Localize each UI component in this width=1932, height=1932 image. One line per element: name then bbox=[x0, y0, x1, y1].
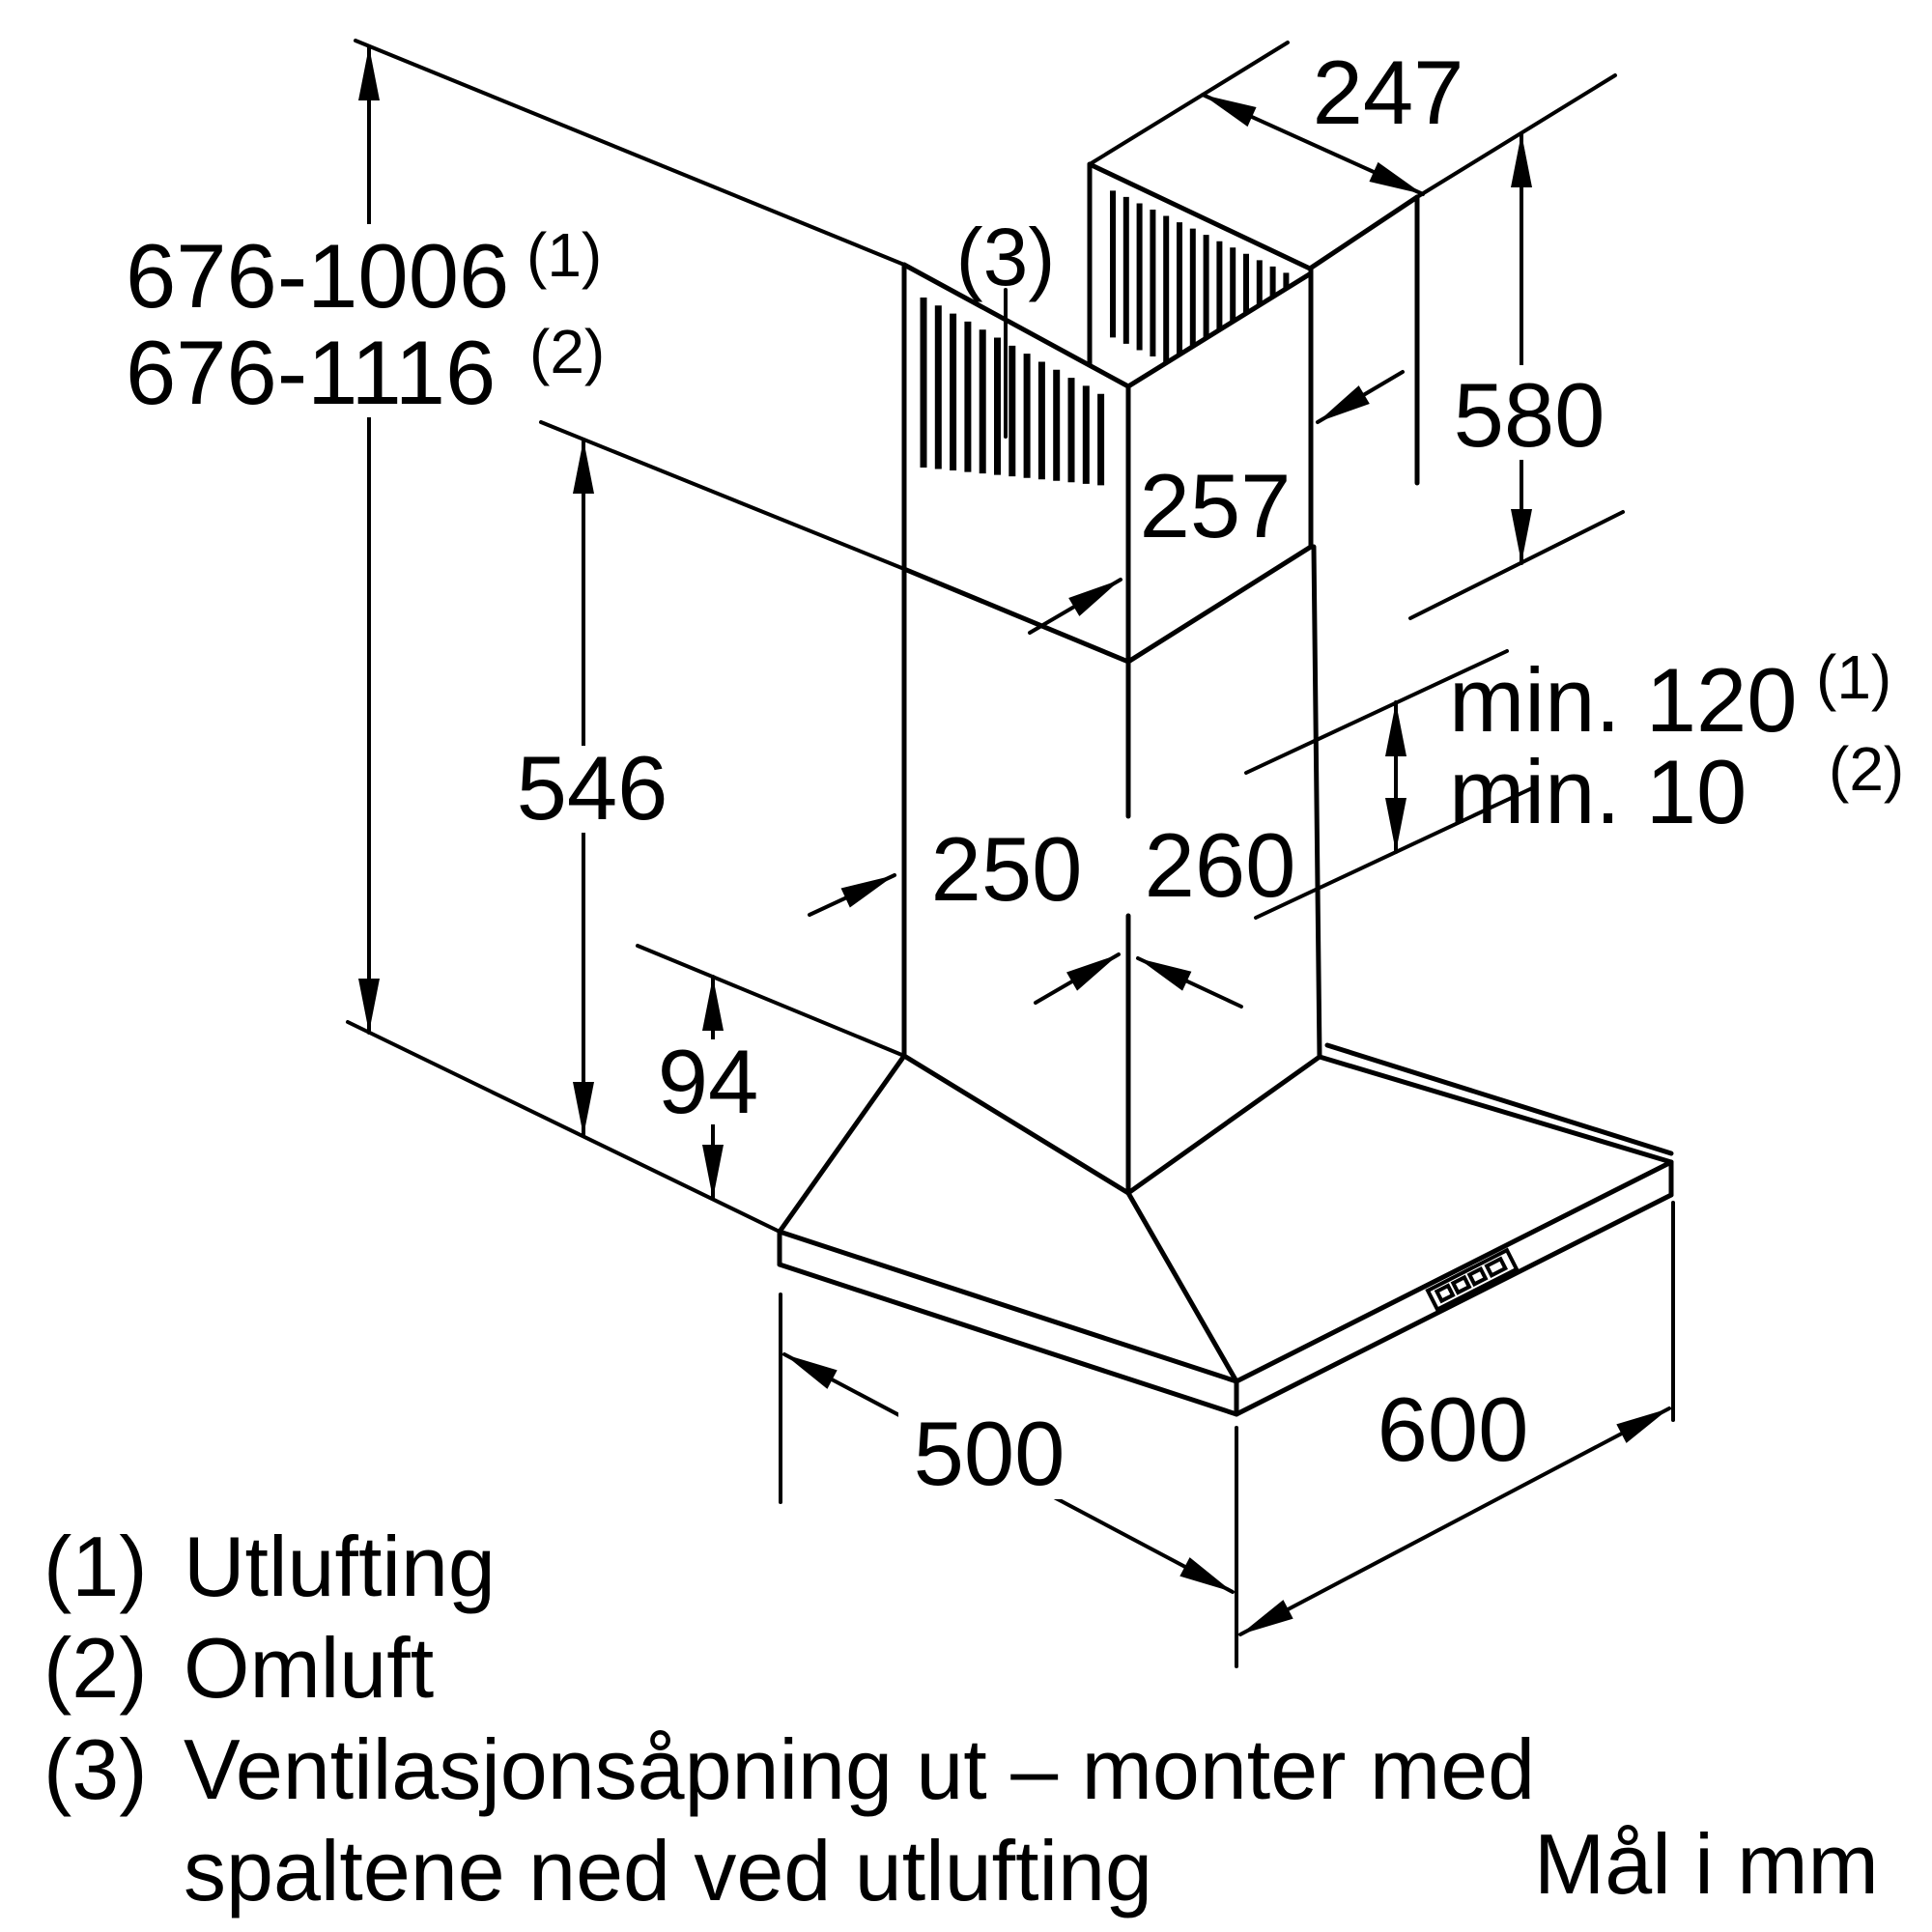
legend-item3-text-line2: spaltene ned ved utlufting bbox=[184, 1823, 1152, 1918]
legend bbox=[43, 1519, 1535, 1918]
flue-outline bbox=[904, 164, 1417, 1193]
legend-item3-text: Ventilasjonsåpning ut – monter med bbox=[184, 1721, 1536, 1817]
dim-clearance-outlet: min. 120 bbox=[1449, 649, 1798, 751]
vent-opening-ref-label: (3) bbox=[955, 212, 1056, 302]
legend-item3-ref: (3) bbox=[43, 1721, 148, 1817]
dim-hood-width: 500 bbox=[913, 1403, 1065, 1504]
legend-item1-ref: (1) bbox=[43, 1519, 148, 1614]
units-note: Mål i mm bbox=[1534, 1816, 1879, 1912]
legend-item2-ref: (2) bbox=[43, 1620, 148, 1716]
dim-clearance-outlet-ref: (1) bbox=[1816, 642, 1892, 712]
dim-clearance-recirc-ref: (2) bbox=[1829, 734, 1905, 804]
canopy-outline bbox=[780, 1045, 1671, 1414]
legend-item2-text: Omluft bbox=[184, 1620, 435, 1716]
dim-overall-height-outlet-ref: (1) bbox=[526, 220, 603, 290]
legend-item1-text: Utlufting bbox=[184, 1519, 496, 1614]
dim-top-flue-depth: 247 bbox=[1312, 42, 1464, 143]
dim-clearance-recirc: min. 10 bbox=[1449, 741, 1747, 842]
dim-lower-flue-height: 546 bbox=[516, 737, 668, 838]
dim-hood-depth: 600 bbox=[1377, 1378, 1529, 1480]
dim-overall-height-recirc-ref: (2) bbox=[529, 317, 606, 386]
dim-upper-flue-section: 257 bbox=[1139, 455, 1292, 556]
dim-flue-total-height: 580 bbox=[1453, 364, 1605, 466]
dim-overall-height-recirc: 676-1116 bbox=[126, 322, 497, 423]
dim-flue-width-left: 250 bbox=[930, 818, 1083, 920]
dim-overall-height-outlet: 676-1006 bbox=[126, 225, 510, 327]
dim-canopy-height: 94 bbox=[657, 1031, 759, 1132]
dim-flue-width-right: 260 bbox=[1144, 814, 1296, 916]
